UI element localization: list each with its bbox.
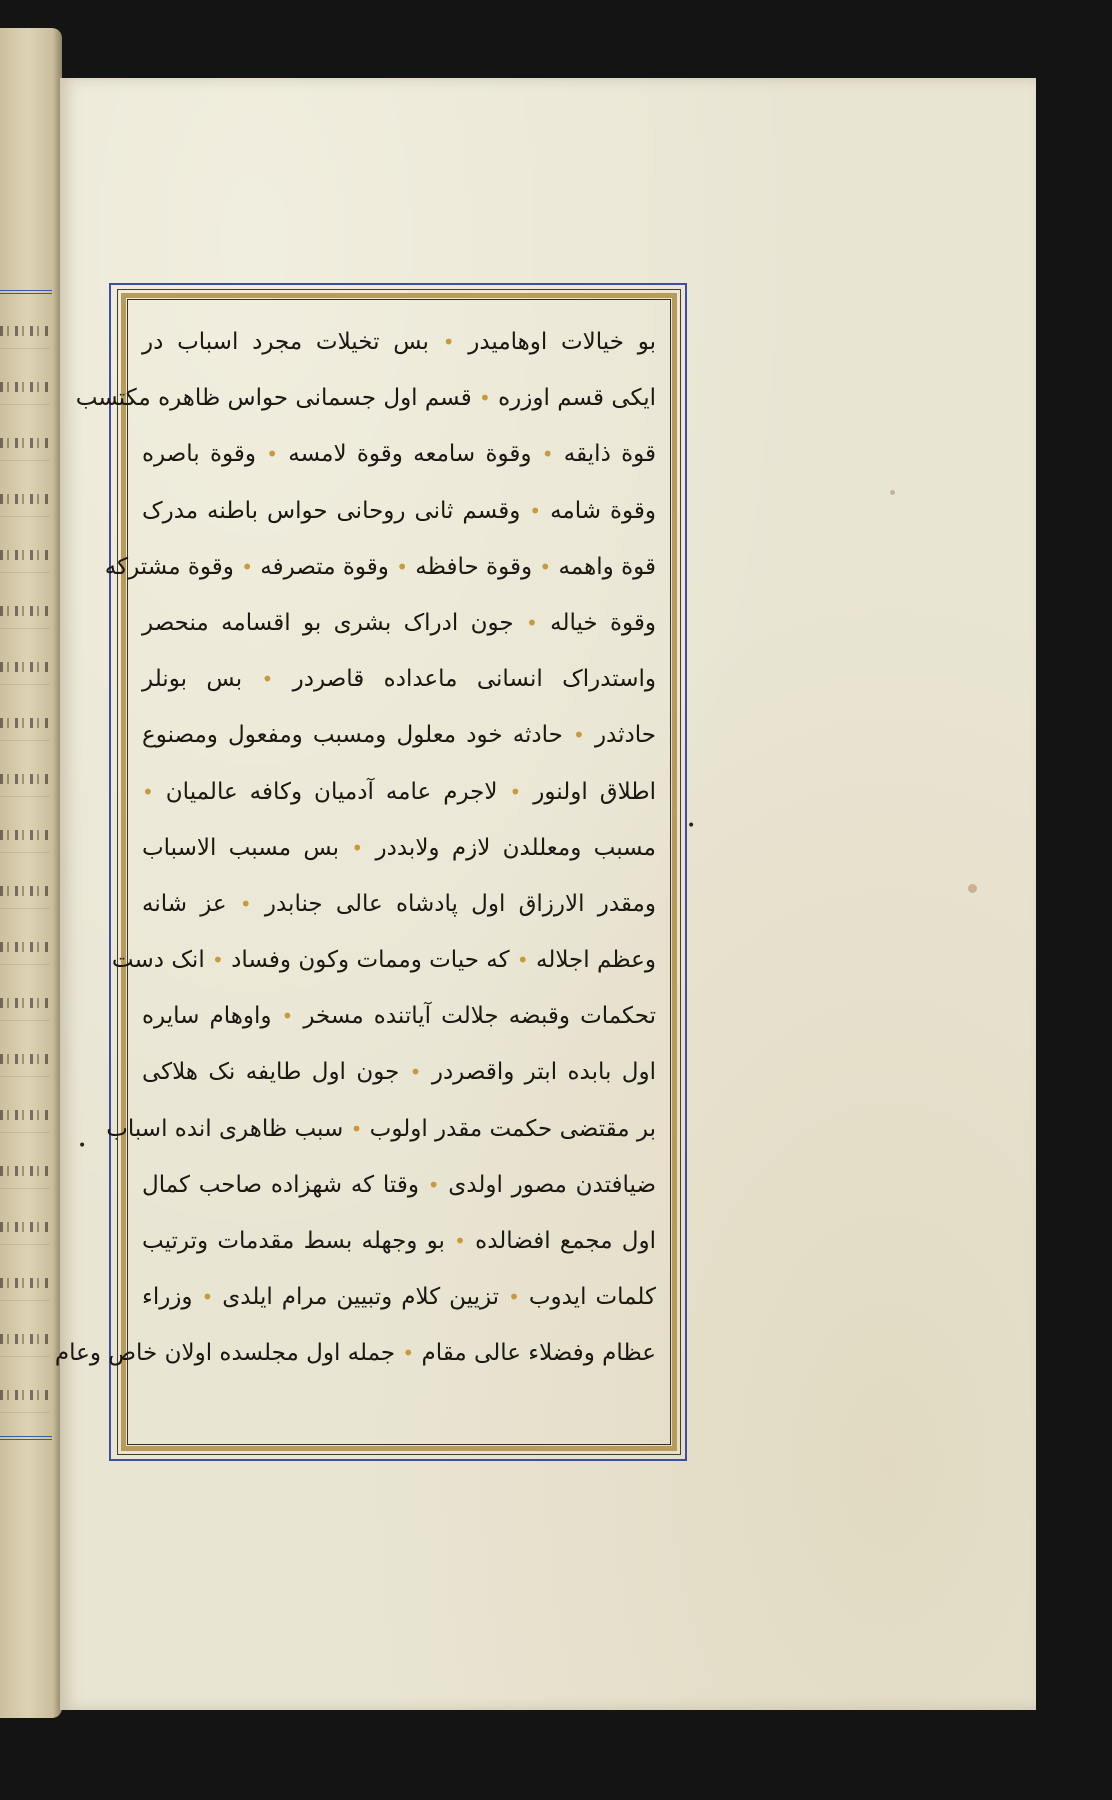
verse-dot: • — [281, 1004, 294, 1029]
verse-dot: • — [525, 610, 538, 635]
text-line: عظام وفضلاء عالی مقام • جمله اول مجلسده اولان خاص وعام — [54, 1340, 656, 1367]
page-stain — [890, 490, 895, 495]
verse-dot: • — [239, 891, 252, 916]
text-line: ایکی قسم اوزره • قسم اول جسمانی حواس ظاهره مکتسب — [75, 385, 656, 412]
manuscript-page — [54, 78, 1036, 1710]
text-line: ضیافتدن مصور اولدی • وقتا که شهزاده صاحب کمال — [142, 1171, 656, 1198]
text-line: مسبب ومعللدن لازم ولابددر • بس مسبب الاسباب — [142, 834, 656, 861]
verse-dot: • — [409, 1060, 422, 1085]
text-line: اول بابده ابتر واقصردر • جون اول طایفه نک هلاکی — [142, 1059, 656, 1086]
verse-dot: • — [539, 554, 552, 579]
text-line: اول مجمع افضالده • بو وجهله بسط مقدمات وترتیب — [142, 1228, 656, 1254]
text-line: وقوة خیاله • جون ادراک بشری بو اقسامه منحصر — [142, 609, 656, 636]
verse-dot: • — [509, 779, 522, 804]
verse-dot: • — [516, 948, 529, 973]
text-block — [54, 306, 666, 1442]
verse-dot: • — [402, 1341, 415, 1366]
verse-dot: • — [261, 667, 274, 692]
verse-dot: • — [479, 386, 491, 411]
text-line: کلمات ایدوب • تزیین کلام وتبیین مرام ایلدی • وزراء — [142, 1284, 656, 1311]
verse-dot: • — [529, 498, 542, 523]
text-line: بو خیالات اوهامیدر • بس تخیلات مجرد اسباب در — [142, 329, 656, 355]
text-line: قوة واهمه • وقوة حافظه • وقوة متصرفه • وقوة مشترکه — [104, 553, 656, 580]
text-line: ومقدر الارزاق اول پادشاه عالی جنابدر • عز شانه — [142, 890, 656, 917]
facing-page-edge — [0, 28, 62, 1718]
verse-dot: • — [266, 442, 279, 467]
text-line: اطلاق اولنور • لاجرم عامه آدمیان وکافه عالمیان • — [142, 778, 656, 805]
facing-page-text — [0, 306, 50, 1426]
page-stain — [968, 884, 977, 893]
text-line: وعظم اجلاله • که حیات وممات وکون وفساد • انک دست — [111, 947, 656, 974]
verse-dot: • — [201, 1285, 214, 1310]
text-line: واستدراک انسانی ماعداده قاصردر • بس بونلر — [142, 666, 656, 693]
verse-dot: • — [350, 1116, 363, 1141]
verse-dot: • — [241, 554, 253, 579]
text-line: وقوة شامه • وقسم ثانی روحانی حواس باطنه مدرک — [142, 497, 656, 524]
verse-dot: • — [442, 330, 455, 354]
text-line: تحکمات وقبضه جلالت آیاتنده مسخر • واوهام سایره — [142, 1003, 656, 1030]
verse-dot: • — [541, 442, 554, 467]
text-line: حادثدر • حادثه خود معلول ومسبب ومفعول ومصنوع — [142, 722, 656, 749]
text-line: قوة ذایقه • وقوة سامعه وقوة لامسه • وقوة باصره — [142, 441, 656, 468]
verse-dot: • — [212, 948, 224, 973]
verse-dot: • — [454, 1229, 466, 1253]
verse-dot: • — [142, 779, 154, 804]
text-line: بر مقتضی حکمت مقدر اولوب • سبب ظاهری انده اسباب — [106, 1115, 656, 1142]
verse-dot: • — [396, 554, 408, 579]
margin-mark: • — [78, 1138, 87, 1154]
verse-dot: • — [508, 1285, 520, 1310]
verse-dot: • — [427, 1172, 440, 1197]
verse-dot: • — [351, 835, 364, 860]
margin-mark: • — [687, 818, 696, 834]
verse-dot: • — [573, 723, 585, 748]
